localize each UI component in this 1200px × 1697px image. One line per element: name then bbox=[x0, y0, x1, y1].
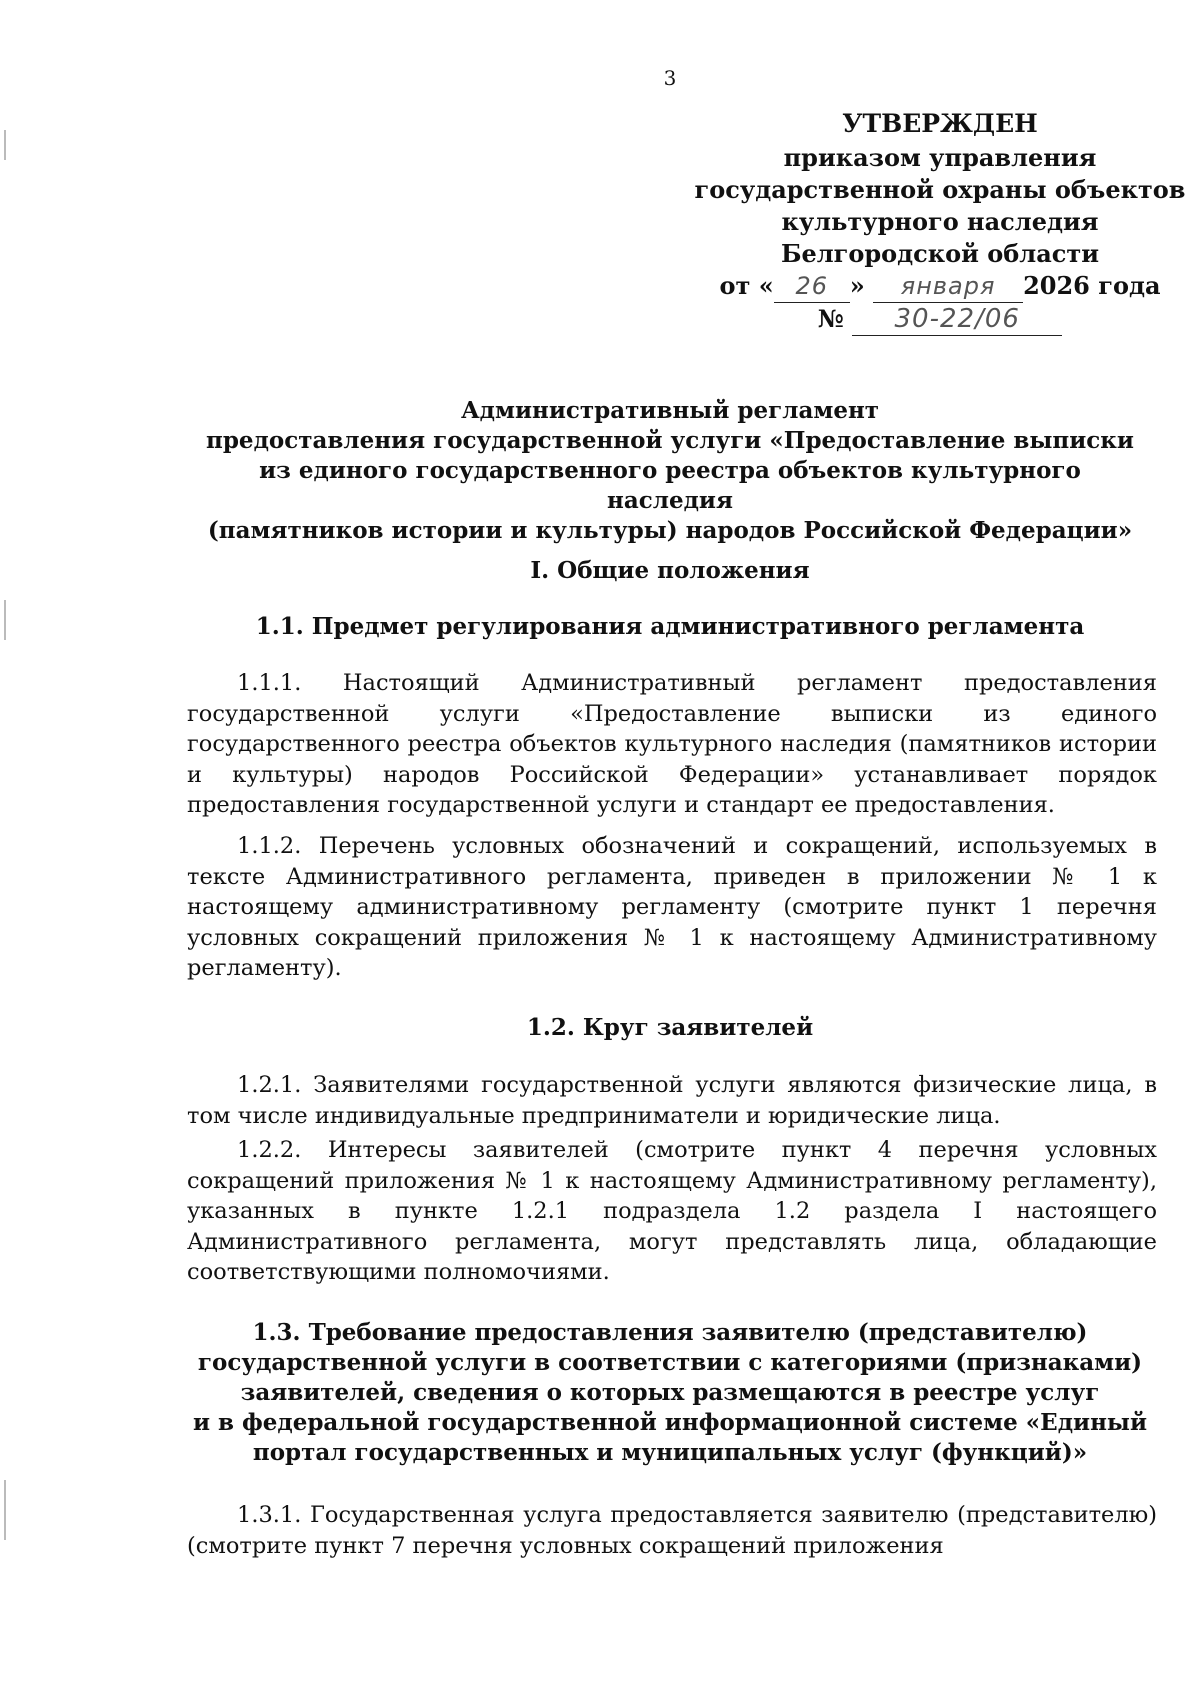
section-1-heading: I. Общие положения bbox=[530, 557, 810, 584]
paragraph-1-1-1: 1.1.1. Настоящий Административный регламент предоставления государственной услуги «Предоставление выписки из единого государственного реестра объектов культурного наследия (памятников истории и культуры) народов Российской Федерации» устанавливает порядок предоставления государственной услуги и стандарт ее предоставления. bbox=[187, 670, 1157, 818]
heading-line: портал государственных и муниципальных услуг (функций)» bbox=[252, 1439, 1088, 1466]
approval-line: государственной охраны объектов bbox=[694, 175, 1186, 204]
date-year: 2026 года bbox=[1023, 271, 1161, 300]
scan-edge-mark bbox=[4, 130, 6, 160]
page-number: 3 bbox=[663, 66, 677, 90]
approval-line: культурного наследия bbox=[781, 207, 1099, 236]
subsection-1-2-heading: 1.2. Круг заявителей bbox=[526, 1014, 814, 1041]
scan-edge-mark bbox=[4, 1480, 6, 1540]
approval-block bbox=[690, 108, 1190, 336]
heading-line: 1.3. Требование предоставления заявителю (представителю) bbox=[252, 1319, 1088, 1346]
title-line: предоставления государственной услуги «Предоставление выписки bbox=[206, 427, 1134, 454]
title-line: (памятников истории и культуры) народов Российской Федерации» bbox=[207, 517, 1133, 544]
heading-line: заявителей, сведения о которых размещаются в реестре услуг bbox=[240, 1379, 1100, 1406]
title-line: из единого государственного реестра объектов культурного наследия bbox=[259, 457, 1081, 514]
document-title bbox=[200, 396, 1140, 546]
subsection-1-1-heading: 1.1. Предмет регулирования административного регламента bbox=[255, 613, 1085, 640]
heading-line: и в федеральной государственной информационной системе «Единый bbox=[192, 1409, 1148, 1436]
scan-edge-mark bbox=[4, 600, 6, 640]
approval-line: Белгородской области bbox=[780, 239, 1100, 268]
handwritten-month: января bbox=[873, 270, 1023, 303]
date-mid: » bbox=[849, 271, 865, 300]
paragraph-1-1-2: 1.1.2. Перечень условных обозначений и сокращений, используемых в тексте Административного регламента, приведен в приложении № 1 к настоящему административному регламенту (смотрите пункт 1 перечня условных сокращений приложения № 1 к настоящему Административному регламенту). bbox=[187, 833, 1157, 981]
approval-number bbox=[690, 303, 1190, 336]
number-prefix: № bbox=[817, 304, 844, 333]
heading-line: государственной услуги в соответствии с категориями (признаками) bbox=[197, 1349, 1143, 1376]
handwritten-day: 26 bbox=[774, 270, 850, 303]
approval-title: УТВЕРЖДЕН bbox=[842, 109, 1038, 138]
paragraph-1-2-2: 1.2.2. Интересы заявителей (смотрите пункт 4 перечня условных сокращений приложения № 1 к настоящему Административному регламенту), указанных в пункте 1.2.1 подраздела 1.2 раздела I настоящего Административного регламента, могут представлять лица, обладающие соответствующими полномочиями. bbox=[187, 1137, 1157, 1285]
approval-line: приказом управления bbox=[783, 143, 1097, 172]
paragraph-1-3-1: 1.3.1. Государственная услуга предоставляется заявителю (представителю) (смотрите пункт 7 перечня условных сокращений приложения bbox=[187, 1502, 1157, 1559]
date-prefix: от « bbox=[719, 271, 774, 300]
approval-date bbox=[690, 270, 1190, 303]
subsection-1-3-heading bbox=[180, 1318, 1160, 1468]
paragraph-1-2-1: 1.2.1. Заявителями государственной услуги являются физические лица, в том числе индивидуальные предприниматели и юридические лица. bbox=[187, 1072, 1157, 1129]
handwritten-number: 30-22/06 bbox=[852, 303, 1062, 336]
title-line: Административный регламент bbox=[460, 397, 880, 424]
